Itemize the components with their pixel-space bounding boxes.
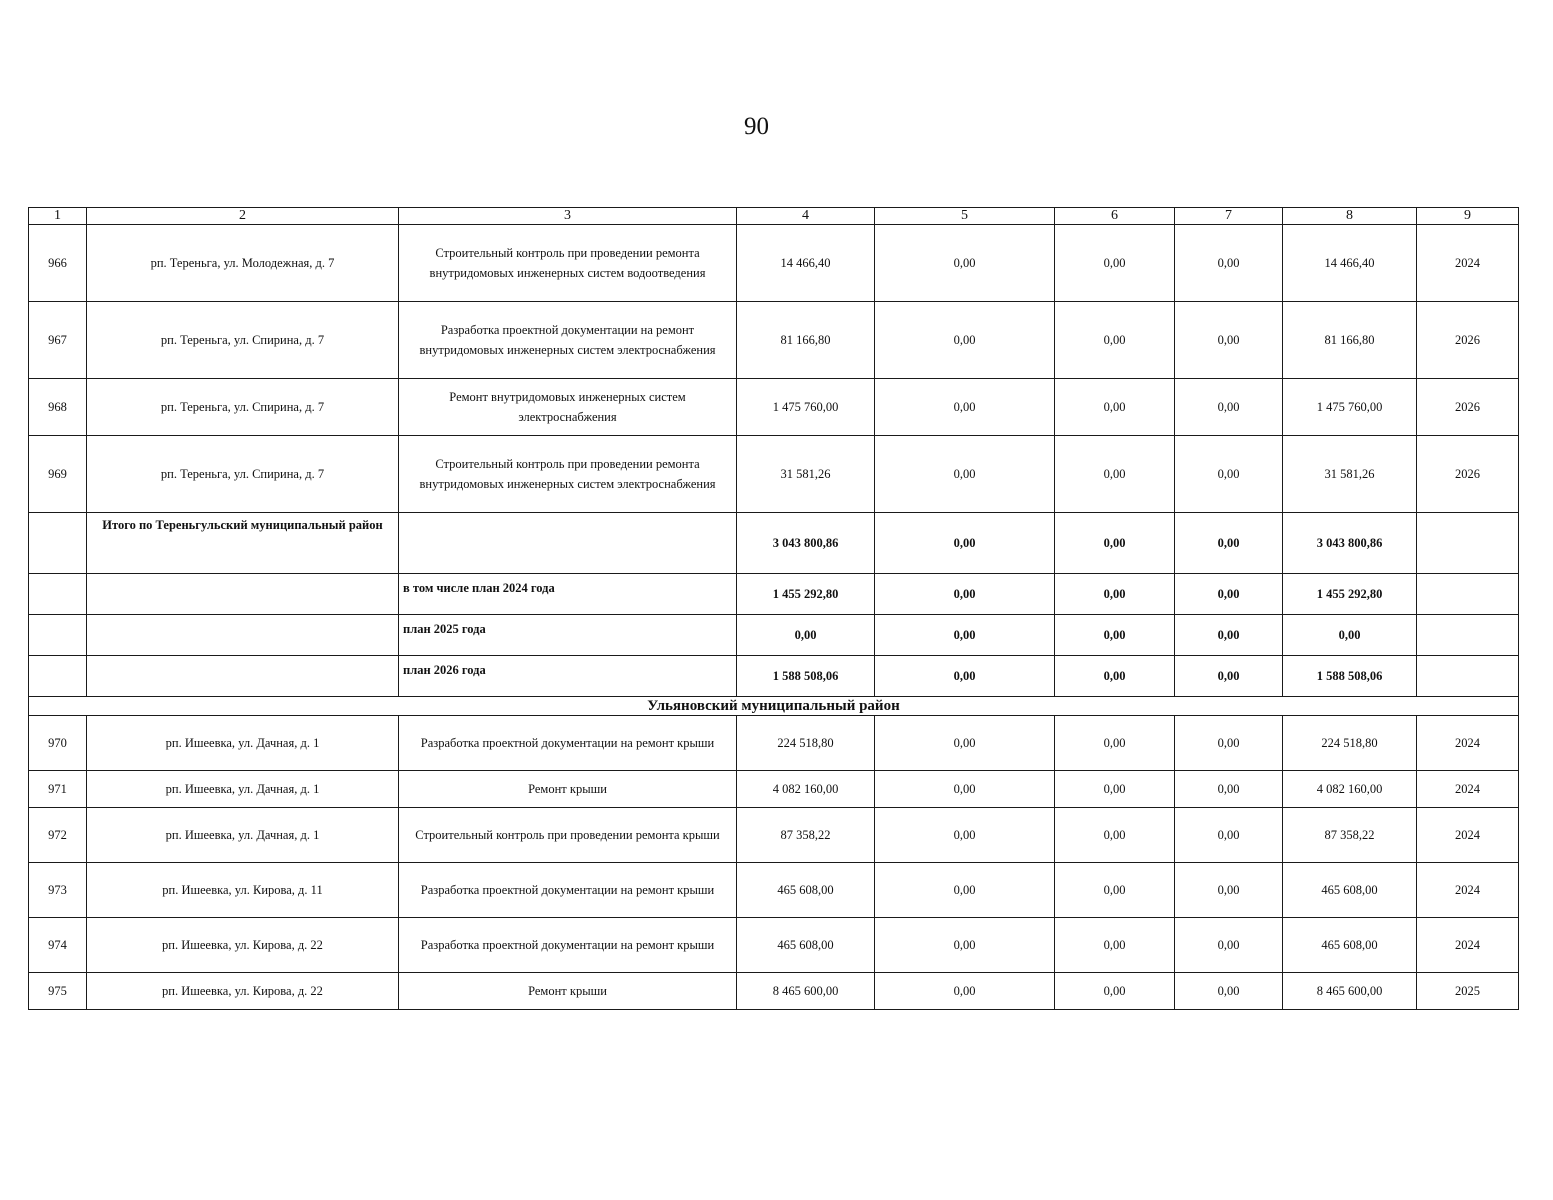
repair-plan-table <box>28 207 1519 1010</box>
amount-cell: 0,00 <box>1175 808 1283 863</box>
amount-cell: 0,00 <box>875 771 1055 808</box>
amount-cell: 0,00 <box>875 225 1055 302</box>
plan-amount-cell: 1 455 292,80 <box>737 574 875 615</box>
amount-cell: 14 466,40 <box>737 225 875 302</box>
plan-amount-cell: 0,00 <box>875 574 1055 615</box>
plan-amount-cell: 0,00 <box>1175 574 1283 615</box>
empty-cell <box>1417 513 1519 574</box>
table-row <box>29 225 1519 302</box>
page-number: 90 <box>744 113 769 140</box>
amount-cell: 0,00 <box>875 716 1055 771</box>
amount-cell: 0,00 <box>1175 973 1283 1010</box>
amount-cell: 0,00 <box>1055 863 1175 918</box>
empty-cell <box>29 513 87 574</box>
address-cell: рп. Тереньга, ул. Спирина, д. 7 <box>87 302 399 379</box>
work-description-cell: Ремонт внутридомовых инженерных систем электроснабжения <box>399 379 737 436</box>
year-cell: 2024 <box>1417 863 1519 918</box>
plan-label: план 2026 года <box>399 656 737 697</box>
table-row <box>29 973 1519 1010</box>
total-amount-cell: 0,00 <box>1055 513 1175 574</box>
column-number: 3 <box>399 208 737 225</box>
amount-cell: 224 518,80 <box>1283 716 1417 771</box>
plan-amount-cell: 0,00 <box>1283 615 1417 656</box>
empty-cell <box>29 656 87 697</box>
column-number: 4 <box>737 208 875 225</box>
amount-cell: 0,00 <box>1175 436 1283 513</box>
amount-cell: 0,00 <box>1055 771 1175 808</box>
amount-cell: 465 608,00 <box>737 918 875 973</box>
amount-cell: 0,00 <box>1055 973 1175 1010</box>
amount-cell: 0,00 <box>1055 436 1175 513</box>
address-cell: рп. Ишеевка, ул. Кирова, д. 22 <box>87 973 399 1010</box>
empty-cell <box>1417 574 1519 615</box>
plan-amount-cell: 0,00 <box>1055 574 1175 615</box>
year-cell: 2026 <box>1417 302 1519 379</box>
total-amount-cell: 3 043 800,86 <box>737 513 875 574</box>
amount-cell: 0,00 <box>875 863 1055 918</box>
amount-cell: 31 581,26 <box>1283 436 1417 513</box>
plan-amount-cell: 1 588 508,06 <box>1283 656 1417 697</box>
amount-cell: 1 475 760,00 <box>737 379 875 436</box>
row-number: 974 <box>29 918 87 973</box>
address-cell: рп. Ишеевка, ул. Дачная, д. 1 <box>87 771 399 808</box>
amount-cell: 0,00 <box>1175 863 1283 918</box>
amount-cell: 0,00 <box>1055 716 1175 771</box>
work-description-cell: Строительный контроль при проведении ремонта внутридомовых инженерных систем электроснабжения <box>399 436 737 513</box>
empty-cell <box>29 574 87 615</box>
empty-cell <box>87 656 399 697</box>
plan-year-row <box>29 574 1519 615</box>
table-row <box>29 436 1519 513</box>
amount-cell: 0,00 <box>875 436 1055 513</box>
column-number: 1 <box>29 208 87 225</box>
plan-year-row <box>29 656 1519 697</box>
plan-amount-cell: 0,00 <box>1175 615 1283 656</box>
total-amount-cell: 3 043 800,86 <box>1283 513 1417 574</box>
amount-cell: 224 518,80 <box>737 716 875 771</box>
row-number: 969 <box>29 436 87 513</box>
plan-amount-cell: 0,00 <box>875 656 1055 697</box>
amount-cell: 0,00 <box>875 379 1055 436</box>
year-cell: 2024 <box>1417 716 1519 771</box>
work-description-cell: Разработка проектной документации на ремонт крыши <box>399 863 737 918</box>
table-row <box>29 716 1519 771</box>
work-description-cell: Строительный контроль при проведении ремонта внутридомовых инженерных систем водоотведения <box>399 225 737 302</box>
amount-cell: 0,00 <box>1175 379 1283 436</box>
address-cell: рп. Тереньга, ул. Спирина, д. 7 <box>87 436 399 513</box>
row-number: 970 <box>29 716 87 771</box>
empty-cell <box>399 513 737 574</box>
plan-label: в том числе план 2024 года <box>399 574 737 615</box>
row-number: 975 <box>29 973 87 1010</box>
empty-cell <box>87 615 399 656</box>
amount-cell: 8 465 600,00 <box>737 973 875 1010</box>
amount-cell: 0,00 <box>1055 379 1175 436</box>
address-cell: рп. Тереньга, ул. Молодежная, д. 7 <box>87 225 399 302</box>
amount-cell: 0,00 <box>875 302 1055 379</box>
amount-cell: 87 358,22 <box>737 808 875 863</box>
amount-cell: 0,00 <box>1175 716 1283 771</box>
empty-cell <box>1417 656 1519 697</box>
plan-label: план 2025 года <box>399 615 737 656</box>
plan-amount-cell: 0,00 <box>1175 656 1283 697</box>
year-cell: 2026 <box>1417 379 1519 436</box>
plan-amount-cell: 0,00 <box>1055 656 1175 697</box>
work-description-cell: Разработка проектной документации на ремонт крыши <box>399 716 737 771</box>
column-number: 2 <box>87 208 399 225</box>
amount-cell: 0,00 <box>1055 918 1175 973</box>
year-cell: 2024 <box>1417 771 1519 808</box>
table-row <box>29 808 1519 863</box>
amount-cell: 0,00 <box>1055 302 1175 379</box>
table-row <box>29 771 1519 808</box>
table-row <box>29 918 1519 973</box>
year-cell: 2026 <box>1417 436 1519 513</box>
amount-cell: 465 608,00 <box>737 863 875 918</box>
amount-cell: 14 466,40 <box>1283 225 1417 302</box>
table-row <box>29 863 1519 918</box>
row-number: 973 <box>29 863 87 918</box>
total-amount-cell: 0,00 <box>1175 513 1283 574</box>
table-row <box>29 379 1519 436</box>
work-description-cell: Ремонт крыши <box>399 973 737 1010</box>
amount-cell: 0,00 <box>1175 302 1283 379</box>
section-header-row <box>29 697 1519 716</box>
address-cell: рп. Ишеевка, ул. Дачная, д. 1 <box>87 808 399 863</box>
amount-cell: 0,00 <box>1055 808 1175 863</box>
amount-cell: 0,00 <box>1175 771 1283 808</box>
plan-amount-cell: 1 588 508,06 <box>737 656 875 697</box>
amount-cell: 465 608,00 <box>1283 863 1417 918</box>
row-number: 972 <box>29 808 87 863</box>
amount-cell: 1 475 760,00 <box>1283 379 1417 436</box>
column-number: 6 <box>1055 208 1175 225</box>
amount-cell: 4 082 160,00 <box>737 771 875 808</box>
amount-cell: 0,00 <box>1175 918 1283 973</box>
section-title: Ульяновский муниципальный район <box>29 697 1519 716</box>
amount-cell: 0,00 <box>875 808 1055 863</box>
amount-cell: 4 082 160,00 <box>1283 771 1417 808</box>
address-cell: рп. Ишеевка, ул. Кирова, д. 22 <box>87 918 399 973</box>
address-cell: рп. Тереньга, ул. Спирина, д. 7 <box>87 379 399 436</box>
amount-cell: 81 166,80 <box>1283 302 1417 379</box>
amount-cell: 81 166,80 <box>737 302 875 379</box>
amount-cell: 465 608,00 <box>1283 918 1417 973</box>
empty-cell <box>87 574 399 615</box>
amount-cell: 8 465 600,00 <box>1283 973 1417 1010</box>
empty-cell <box>29 615 87 656</box>
plan-amount-cell: 0,00 <box>737 615 875 656</box>
empty-cell <box>1417 615 1519 656</box>
address-cell: рп. Ишеевка, ул. Кирова, д. 11 <box>87 863 399 918</box>
total-label: Итого по Тереньгульский муниципальный район <box>87 513 399 574</box>
plan-amount-cell: 1 455 292,80 <box>1283 574 1417 615</box>
column-number: 9 <box>1417 208 1519 225</box>
table-row <box>29 302 1519 379</box>
column-number-row <box>29 208 1519 225</box>
amount-cell: 0,00 <box>1175 225 1283 302</box>
work-description-cell: Разработка проектной документации на ремонт крыши <box>399 918 737 973</box>
row-number: 971 <box>29 771 87 808</box>
address-cell: рп. Ишеевка, ул. Дачная, д. 1 <box>87 716 399 771</box>
plan-year-row <box>29 615 1519 656</box>
amount-cell: 0,00 <box>875 918 1055 973</box>
year-cell: 2024 <box>1417 808 1519 863</box>
work-description-cell: Строительный контроль при проведении ремонта крыши <box>399 808 737 863</box>
amount-cell: 0,00 <box>875 973 1055 1010</box>
year-cell: 2025 <box>1417 973 1519 1010</box>
year-cell: 2024 <box>1417 225 1519 302</box>
plan-amount-cell: 0,00 <box>1055 615 1175 656</box>
amount-cell: 87 358,22 <box>1283 808 1417 863</box>
amount-cell: 31 581,26 <box>737 436 875 513</box>
year-cell: 2024 <box>1417 918 1519 973</box>
work-description-cell: Разработка проектной документации на ремонт внутридомовых инженерных систем электроснабжения <box>399 302 737 379</box>
column-number: 8 <box>1283 208 1417 225</box>
column-number: 7 <box>1175 208 1283 225</box>
district-total-row <box>29 513 1519 574</box>
row-number: 967 <box>29 302 87 379</box>
plan-amount-cell: 0,00 <box>875 615 1055 656</box>
amount-cell: 0,00 <box>1055 225 1175 302</box>
column-number: 5 <box>875 208 1055 225</box>
total-amount-cell: 0,00 <box>875 513 1055 574</box>
row-number: 968 <box>29 379 87 436</box>
work-description-cell: Ремонт крыши <box>399 771 737 808</box>
row-number: 966 <box>29 225 87 302</box>
